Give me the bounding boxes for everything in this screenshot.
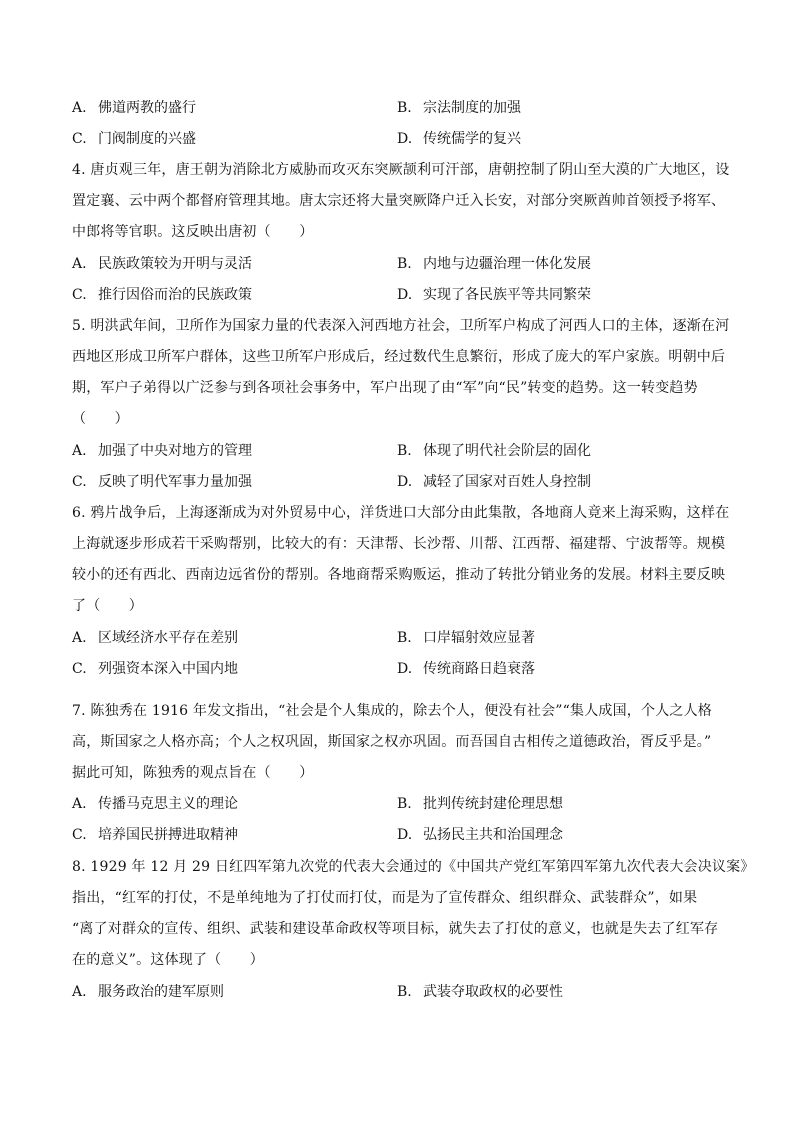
option-letter: D. — [397, 827, 413, 843]
question-text-line: 4. 唐贞观三年，唐王朝为消除北方威胁而攻灭东突厥颉利可汗部，唐朝控制了阴山至大漠的广大地区，设 — [72, 162, 730, 178]
question-text-line: 期，军户子弟得以广泛参与到各项社会事务中，军户出现了由“军”向“民”转变的趋势。这一转变趋势 — [72, 380, 698, 396]
q5-option-b — [397, 440, 591, 462]
option-letter: A. — [72, 443, 87, 459]
option-letter: A. — [72, 984, 87, 1000]
question-text-line: 据此可知，陈独秀的观点旨在（ ） — [72, 765, 314, 781]
option-text: 列强资本深入中国内地 — [98, 661, 238, 677]
option-letter: C. — [72, 827, 87, 843]
option-letter: C. — [72, 661, 87, 677]
option-text: 区域经济水平存在差别 — [98, 630, 238, 646]
option-text: 口岸辐射效应显著 — [423, 630, 535, 646]
question-text-line: 5. 明洪武年间，卫所作为国家力量的代表深入河西地方社会，卫所军户构成了河西人口的主体，逐渐在河 — [72, 318, 730, 334]
q3-option-d — [397, 128, 521, 150]
option-letter: A. — [72, 256, 87, 272]
question-text-line: 了（ ） — [72, 598, 143, 614]
option-text: 培养国民拼搏进取精神 — [98, 827, 238, 843]
option-text: 武装夺取政权的必要性 — [423, 984, 563, 1000]
q5-option-a — [72, 440, 252, 462]
option-letter: B. — [397, 796, 412, 812]
option-text: 佛道两教的盛行 — [98, 100, 196, 116]
option-text: 加强了中央对地方的管理 — [98, 443, 252, 459]
question-text-line: 8. 1929 年 12 月 29 日红四军第九次党的代表大会通过的《中国共产党红军第四军第九次代表大会决议案》 — [72, 859, 755, 875]
question-text-line: （ ） — [72, 411, 129, 427]
option-letter: B. — [397, 100, 412, 116]
question-text-line: 较小的还有西北、西南边远省份的帮别。各地商帮采购贩运，推动了转批分销业务的发展。材料主要反映 — [72, 567, 726, 583]
q4-option-a — [72, 253, 252, 275]
option-text: 推行因俗而治的民族政策 — [98, 287, 252, 303]
option-text: 弘扬民主共和治国理念 — [423, 827, 563, 843]
q7-option-a — [72, 793, 238, 815]
q4-option-c — [72, 284, 252, 306]
question-text-line: 中郎将等官职。这反映出唐初（ ） — [72, 224, 314, 240]
option-letter: B. — [397, 256, 412, 272]
question-text-line: 在的意义”。这体现了（ ） — [72, 952, 264, 968]
option-text: 服务政治的建军原则 — [98, 984, 224, 1000]
question-text-line: 西地区形成卫所军户群体，这些卫所军户形成后，经过数代生息繁衍，形成了庞大的军户家族。明朝中后 — [72, 349, 726, 365]
option-letter: B. — [397, 984, 412, 1000]
question-text-line: “离了对群众的宣传、组织、武装和建设革命政权等项目标，就失去了打仗的意义，也就是失去了红军存 — [72, 921, 719, 937]
option-text: 实现了各民族平等共同繁荣 — [423, 287, 591, 303]
option-text: 内地与边疆治理一体化发展 — [423, 256, 591, 272]
q5-option-c — [72, 471, 252, 493]
q4-option-b — [397, 253, 591, 275]
option-letter: C. — [72, 131, 87, 147]
option-letter: D. — [397, 474, 413, 490]
q7-option-d — [397, 824, 563, 846]
question-text-line: 上海就逐步形成若干采购帮别，比较大的有：天津帮、长沙帮、川帮、江西帮、福建帮、宁波帮等。规模 — [72, 536, 726, 552]
option-text: 民族政策较为开明与灵活 — [98, 256, 252, 272]
question-text-line: 7. 陈独秀在 1916 年发文指出，“社会是个人集成的，除去个人，便没有社会”“集人成国，个人之人格 — [72, 703, 713, 719]
question-text-line: 指出，“红军的打仗，不是单纯地为了打仗而打仗，而是为了宣传群众、组织群众、武装群众”，如果 — [72, 890, 698, 906]
option-text: 门阀制度的兴盛 — [98, 131, 196, 147]
option-text: 宗法制度的加强 — [423, 100, 521, 116]
option-text: 反映了明代军事力量加强 — [98, 474, 252, 490]
q8-option-a — [72, 981, 224, 1003]
option-letter: B. — [397, 443, 412, 459]
option-letter: A. — [72, 630, 87, 646]
option-text: 批判传统封建伦理思想 — [423, 796, 563, 812]
option-letter: A. — [72, 796, 87, 812]
q6-option-c — [72, 658, 238, 680]
q3-option-b — [397, 97, 521, 119]
option-letter: C. — [72, 287, 87, 303]
q7-option-b — [397, 793, 563, 815]
q4-option-d — [397, 284, 591, 306]
option-letter: D. — [397, 661, 413, 677]
question-text-line: 置定襄、云中两个都督府管理其地。唐太宗还将大量突厥降户迁入长安，对部分突厥酋帅首领授予将军、 — [72, 193, 726, 209]
q8-option-b — [397, 981, 563, 1003]
question-text-line: 6. 鸦片战争后，上海逐渐成为对外贸易中心，洋货进口大部分由此集散，各地商人竟来上海采购，这样在 — [72, 505, 730, 521]
q6-option-a — [72, 627, 238, 649]
option-text: 体现了明代社会阶层的固化 — [423, 443, 591, 459]
option-letter: B. — [397, 630, 412, 646]
option-text: 减轻了国家对百姓人身控制 — [423, 474, 591, 490]
question-text-line: 高，斯国家之人格亦高；个人之权巩固，斯国家之权亦巩固。而吾国自古相传之道德政治，胥反乎是。” — [72, 734, 712, 750]
q6-option-d — [397, 658, 535, 680]
q5-option-d — [397, 471, 591, 493]
option-text: 传统儒学的复兴 — [423, 131, 521, 147]
q3-option-a — [72, 97, 196, 119]
q6-option-b — [397, 627, 535, 649]
option-text: 传统商路日趋衰落 — [423, 661, 535, 677]
q3-option-c — [72, 128, 196, 150]
option-letter: A. — [72, 100, 87, 116]
option-letter: D. — [397, 287, 413, 303]
q7-option-c — [72, 824, 238, 846]
option-letter: C. — [72, 474, 87, 490]
option-letter: D. — [397, 131, 413, 147]
option-text: 传播马克思主义的理论 — [98, 796, 238, 812]
